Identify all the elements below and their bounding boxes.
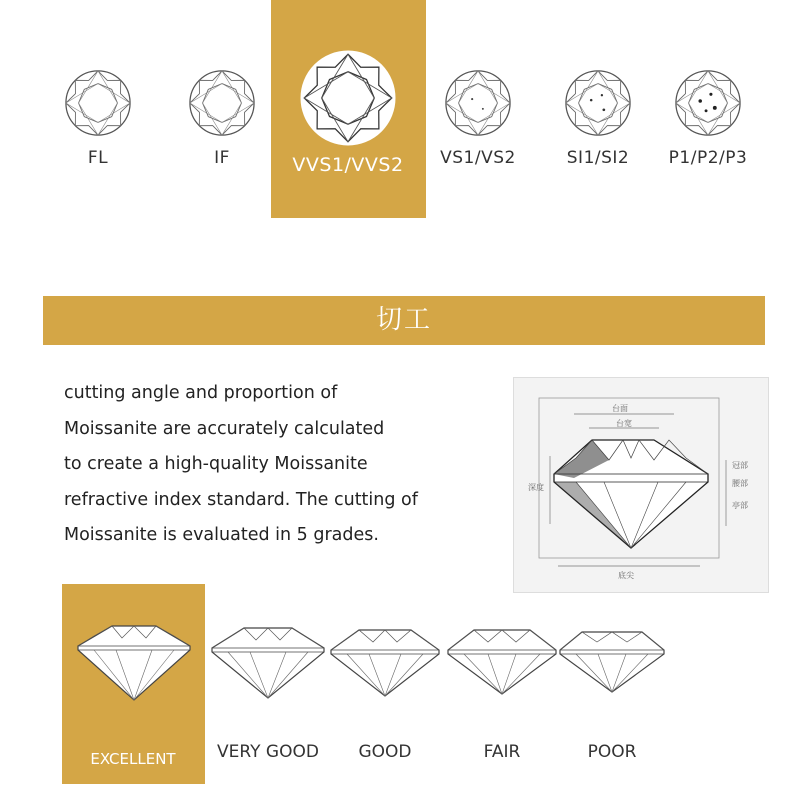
clarity-grade-label: IF — [214, 148, 230, 168]
label-crown: 冠部 — [732, 461, 748, 470]
diamond-side-icon — [74, 622, 194, 702]
cut-grade-label: GOOD — [358, 742, 412, 762]
description-line: Moissanite is evaluated in 5 grades. — [64, 525, 379, 545]
clarity-grade-label: SI1/SI2 — [566, 148, 630, 168]
section-banner: 切工 — [43, 296, 765, 345]
diamond-top-icon — [563, 68, 633, 138]
label-pavilion: 亭部 — [732, 501, 748, 510]
clarity-grade-label: VS1/VS2 — [440, 148, 516, 168]
clarity-grade-label: FL — [87, 148, 109, 168]
clarity-grade-vs — [413, 68, 543, 168]
label-total-depth: 深度 — [528, 483, 544, 492]
label-girdle: 腰部 — [732, 479, 748, 488]
description-line: to create a high-quality Moissanite — [64, 454, 368, 474]
clarity-grade-label: P1/P2/P3 — [668, 148, 748, 168]
cut-grade-excellent — [64, 622, 204, 702]
proportion-diagram — [513, 377, 769, 593]
diamond-top-icon — [63, 68, 133, 138]
diamond-side-icon — [552, 622, 672, 702]
description-line: Moissanite are accurately calculated — [64, 418, 385, 439]
cut-grade-label: VERY GOOD — [217, 742, 319, 762]
clarity-grade-fl — [33, 68, 163, 168]
clarity-grade-if — [157, 68, 287, 168]
description-line: refractive index standard. The cutting of — [64, 489, 418, 510]
description-line: cutting angle and proportion of — [64, 383, 338, 403]
label-culet: 底尖 — [618, 571, 634, 580]
clarity-grade-label: VVS1/VVS2 — [292, 154, 404, 176]
cut-grade-label: POOR — [587, 742, 637, 762]
label-crown-width: 台宽 — [616, 419, 632, 428]
clarity-grade-vvs — [283, 48, 413, 176]
diamond-side-icon — [208, 622, 328, 702]
diamond-top-icon — [298, 48, 398, 148]
cut-grade-label: FAIR — [483, 742, 521, 762]
cut-description — [64, 376, 494, 554]
diamond-top-icon — [673, 68, 743, 138]
diamond-side-profile-icon — [514, 378, 768, 592]
diamond-top-icon — [187, 68, 257, 138]
cut-grade-label: EXCELLENT — [90, 750, 176, 768]
cut-grade-poor — [542, 622, 682, 702]
diamond-side-icon — [325, 622, 445, 702]
diamond-top-icon — [443, 68, 513, 138]
clarity-grade-p — [643, 68, 773, 168]
label-table: 台面 — [612, 404, 628, 413]
